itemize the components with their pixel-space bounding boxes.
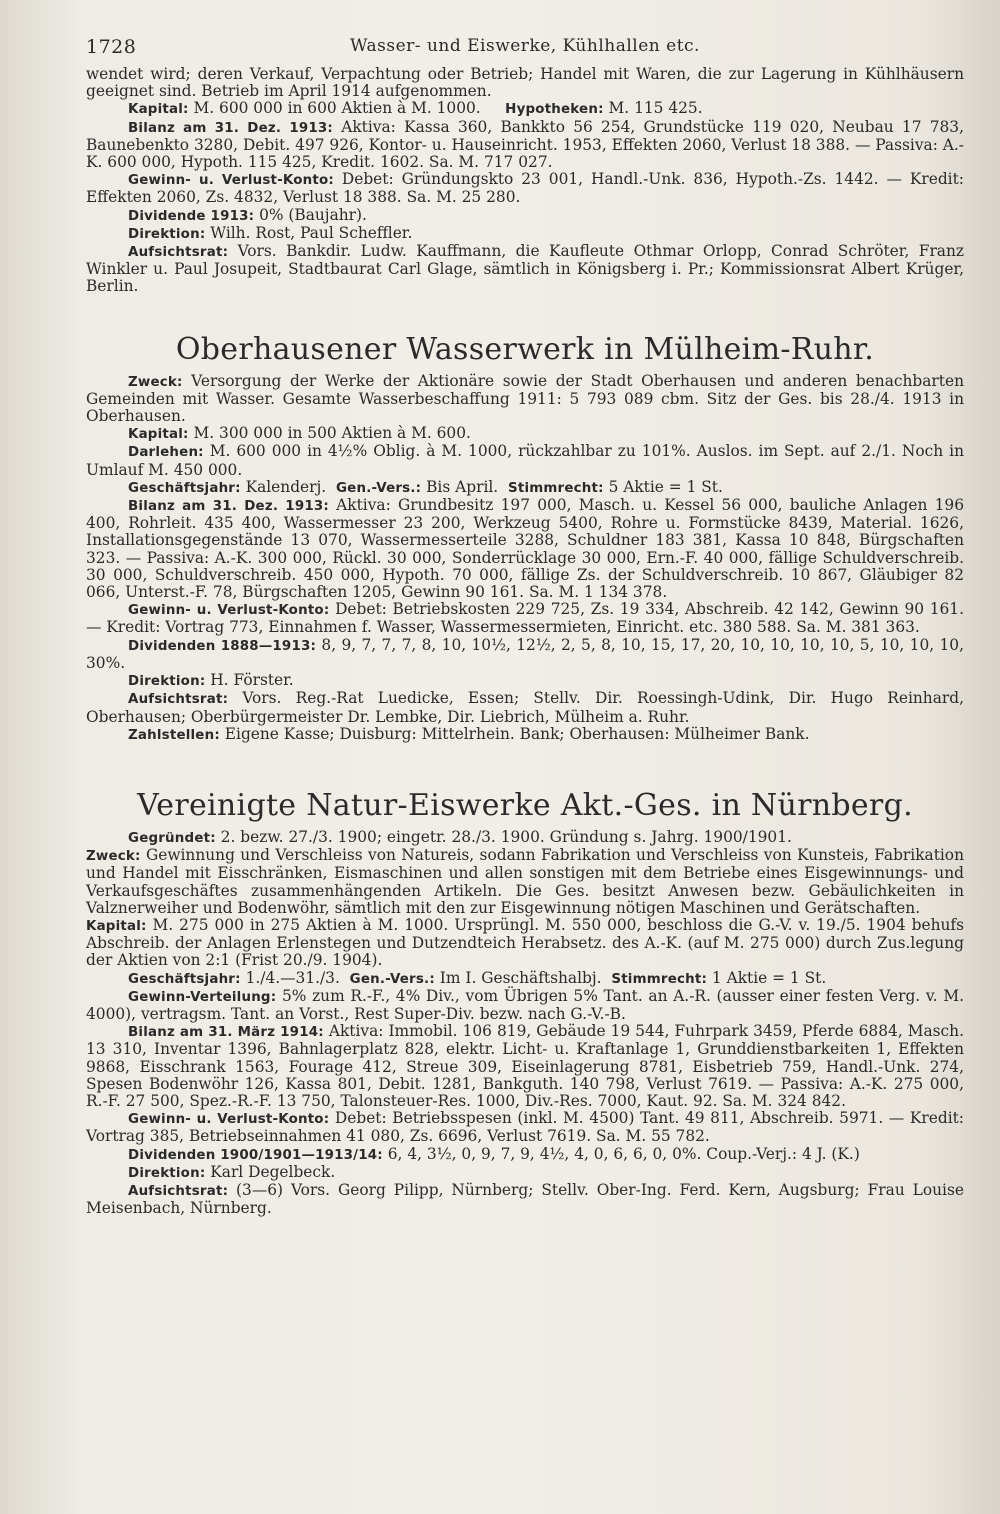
dividende-label: Dividende 1913: <box>128 208 255 224</box>
direktion-text: H. Förster. <box>210 671 294 690</box>
geschaeftsjahr-text: Kalenderj. <box>245 477 327 496</box>
kapital-entry <box>86 100 964 118</box>
bilanz-label: Bilanz am 31. März 1914: <box>128 1025 324 1041</box>
kapital-text: M. 275 000 in 275 Aktien à M. 1000. Ursprüngl. M. 550 000, beschloss die G.-V. v. 19./5. 1904 behufs Abschreib. der Anlagen Erlenstegen und Dutzendteich Herabsetz. des A.-K. (auf M. 275 000) durch Zus.legung der Aktien von 2:1 (Frist 20./9. 1904). <box>86 915 964 970</box>
gewinn-text: Debet: Gründungskto 23 001, Handl.-Unk. 836, Hypoth.-Zs. 1442. — Kredit: Effekten 2060, Zs. 4832, Verlust 18 388. Sa. M. 25 280. <box>86 170 964 207</box>
stimmrecht-text: 5 Aktie = 1 St. <box>608 477 723 496</box>
gewinn-label: Gewinn- u. Verlust-Konto: <box>128 1112 330 1128</box>
hypotheken-text: M. 115 425. <box>608 99 703 118</box>
running-head <box>86 26 964 66</box>
direktion-text: Wilh. Rost, Paul Scheffler. <box>210 223 413 242</box>
geschaeftsjahr-entry <box>86 479 964 497</box>
gewinn-verteilung-entry <box>86 988 964 1023</box>
direktion-entry <box>86 1164 964 1182</box>
company-entry-continued <box>86 66 964 296</box>
direktion-entry <box>86 672 964 690</box>
genvers-text: Bis April. <box>426 477 499 496</box>
page-number: 1728 <box>86 36 137 58</box>
darlehen-text: M. 600 000 in 4½% Oblig. à M. 1000, rückzahlbar zu 101%. Auslos. im Sept. auf 2./1. Noch in Umlauf M. 450 000. <box>86 442 964 479</box>
hypotheken-label: Hypotheken: <box>505 102 604 118</box>
company-title-nuernberg: Vereinigte Natur-Eiswerke Akt.-Ges. in Nürnberg. <box>137 787 913 823</box>
gewinn-label: Gewinn- u. Verlust-Konto: <box>128 603 330 619</box>
bilanz-text: Aktiva: Grundbesitz 197 000, Masch. u. Kessel 56 000, bauliche Anlagen 196 400, Rohrleit. 435 400, Wassermesser 23 200, Werkzeug 5400, Rohre u. Formstücke 8439, Material. 1626, Installationsgegenstände 13 070, Wassermesserteile 3288, Schuldner 183 381, Kassa 10 848, Bürgschaften 323. — Passiva: A.-K. 300 000, Rückl. 30 000, Sonderrücklage 30 000, Ern.-F. 40 000, fällige Schuldverschreib. 30 000, Schuldverschreib. 450 000, Hypoth. 70 000, fällige Zs. der Schuldverschreib. 10 867, Gläubiger 82 066, Unterst.-F. 78, Bürgschaften 1205, Gewinn 90 161. Sa. M. 1 134 378. <box>86 496 964 602</box>
zweck-text: Gewinnung und Verschleiss von Natureis, sodann Fabrikation und Verschleiss von Kunsteis, Fabrikation und Handel mit Eisschränken, Eismaschinen und allen sonstigen mit dem Betriebe eines Eisgewinnungs- und Verkaufsgeschäftes zusammenhängenden Artikeln. Die Ges. besitzt Anwesen bezw. Gebäulichkeiten in Valznerweiher und Bodenwöhr, sämtlich mit den zur Eisgewinnung nötigen Maschinen und Gerätschaften. <box>86 846 964 917</box>
bilanz-text: Aktiva: Kassa 360, Bankkto 56 254, Grundstücke 119 020, Neubau 17 783, Baunebenkto 3280, Debit. 497 926, Kontor- u. Hauseinricht. 1953, Effekten 2060, Verlust 18 388. — Passiva: A.-K. 600 000, Hypoth. 115 425, Kredit. 1602. Sa. M. 717 027. <box>86 117 964 172</box>
zahlstellen-text: Eigene Kasse; Duisburg: Mittelrhein. Bank; Oberhausen: Mülheimer Bank. <box>224 724 810 743</box>
aufsichtsrat-entry <box>86 243 964 296</box>
company-title-oberhausen: Oberhausener Wasserwerk in Mülheim-Ruhr. <box>175 331 875 367</box>
gegruendet-label: Gegründet: <box>128 830 216 846</box>
kapital-entry <box>86 917 964 970</box>
dividenden-label: Dividenden 1900/1901—1913/14: <box>128 1147 383 1163</box>
dividenden-label: Dividenden 1888—1913: <box>128 638 317 654</box>
company-entry-oberhausen <box>86 373 964 744</box>
direktion-label: Direktion: <box>128 1165 206 1181</box>
gewinn-text: Debet: Betriebsspesen (inkl. M. 4500) Tant. 49 811, Abschreib. 5971. — Kredit: Vortrag 385, Betriebseinnahmen 41 080, Zs. 6696, Verlust 7619. Sa. M. 55 782. <box>86 1109 964 1146</box>
zahlstellen-entry <box>86 726 964 744</box>
bilanz-text: Aktiva: Immobil. 106 819, Gebäude 19 544, Fuhrpark 3459, Pferde 6884, Masch. 13 310, Inventar 1396, Bahnlagerplatz 828, elektr. Licht- u. Kraftanlage 1, Grunddienstbarkeiten 1, Effekten 9868, Eisschrank 1563, Fourage 412, Streue 309, Eiseinlagerung 8781, Eisbetrieb 759, Handl.-Unk. 274, Spesen Bodenwöhr 126, Kassa 801, Debit. 1281, Bankguth. 140 798, Verlust 7619. — Passiva: A.-K. 275 000, R.-F. 27 500, Spez.-R.-F. 13 750, Talonsteuer-Res. 1000, Div.-Res. 7000, Kaut. 92. Sa. M. 324 842. <box>86 1022 964 1110</box>
gegruendet-text: 2. bezw. 27./3. 1900; eingetr. 28./3. 1900. Gründung s. Jahrg. 1900/1901. <box>220 827 792 846</box>
zweck-text: Versorgung der Werke der Aktionäre sowie der Stadt Oberhausen und anderen benachbarten Gemeinden mit Wasser. Gesamte Wasserbeschaffung 1911: 5 793 089 cbm. Sitz der Ges. bis 28./4. 1913 in Oberhausen. <box>86 371 964 426</box>
gewinn-text: Debet: Betriebskosten 229 725, Zs. 19 334, Abschreib. 42 142, Gewinn 90 161. — Kredit: Vortrag 773, Einnahmen f. Wasser, Wassermessermieten, Einricht. etc. 380 588. Sa. M. 381 363. <box>86 600 964 637</box>
gewinn-label: Gewinn- u. Verlust-Konto: <box>128 173 334 189</box>
dividende-text: 0% (Baujahr). <box>259 205 367 224</box>
gewinn-verteilung-label: Gewinn-Verteilung: <box>128 989 277 1005</box>
direktion-text: Karl Degelbeck. <box>210 1162 336 1181</box>
aufsichtsrat-text: Vors. Bankdir. Ludw. Kauffmann, die Kaufleute Othmar Orlopp, Conrad Schröter, Franz Winkler u. Paul Josupeit, Stadtbaurat Carl Glage, sämtlich in Königsberg i. Pr.; Kommissionsrat Albert Krüger, Berlin. <box>86 242 964 296</box>
aufsichtsrat-entry <box>86 1182 964 1217</box>
kapital-label: Kapital: <box>86 918 147 934</box>
geschaeftsjahr-entry <box>86 970 964 988</box>
stimmrecht-label: Stimmrecht: <box>611 971 707 987</box>
aufsichtsrat-label: Aufsichtsrat: <box>128 692 229 708</box>
genvers-text: Im I. Geschäftshalbj. <box>439 968 602 987</box>
genvers-label: Gen.-Vers.: <box>335 480 422 496</box>
stimmrecht-text: 1 Aktie = 1 St. <box>711 968 827 987</box>
kapital-label: Kapital: <box>128 102 189 118</box>
dividenden-text: 8, 9, 7, 7, 7, 8, 10, 10½, 12½, 2, 5, 8, 10, 15, 17, 20, 10, 10, 10, 10, 5, 10, 10, 10, 30%. <box>86 635 964 672</box>
zweck-entry <box>86 373 964 426</box>
gegruendet-entry <box>86 829 964 847</box>
zweck-text: wendet wird; deren Verkauf, Verpachtung oder Betrieb; Handel mit Waren, die zur Lagerung in Kühlhäusern geeignet sind. Betrieb im April 1914 aufgenommen. <box>86 65 964 101</box>
zweck-entry <box>86 847 964 917</box>
gewinn-entry <box>86 1110 964 1145</box>
bilanz-entry <box>86 1023 964 1110</box>
direktion-entry <box>86 225 964 243</box>
aufsichtsrat-text: (3—6) Vors. Georg Pilipp, Nürnberg; Stellv. Ober-Ing. Ferd. Kern, Augsburg; Frau Louise Meisenbach, Nürnberg. <box>86 1180 964 1218</box>
bilanz-label: Bilanz am 31. Dez. 1913: <box>128 499 329 515</box>
dividenden-entry <box>86 1146 964 1164</box>
stimmrecht-label: Stimmrecht: <box>508 480 604 496</box>
zahlstellen-label: Zahlstellen: <box>128 727 220 743</box>
aufsichtsrat-label: Aufsichtsrat: <box>128 1183 229 1199</box>
geschaeftsjahr-label: Geschäftsjahr: <box>128 971 241 987</box>
zweck-label: Zweck: <box>86 849 141 865</box>
geschaeftsjahr-label: Geschäftsjahr: <box>128 480 241 496</box>
kapital-label: Kapital: <box>128 427 189 443</box>
company-entry-nuernberg <box>86 829 964 1217</box>
bilanz-label: Bilanz am 31. Dez. 1913: <box>128 120 333 136</box>
aufsichtsrat-label: Aufsichtsrat: <box>128 245 229 261</box>
darlehen-label: Darlehen: <box>128 445 204 461</box>
kapital-text: M. 600 000 in 600 Aktien à M. 1000. <box>193 99 481 118</box>
direktion-label: Direktion: <box>128 674 206 690</box>
kapital-text: M. 300 000 in 500 Aktien à M. 600. <box>193 424 471 443</box>
direktion-label: Direktion: <box>128 226 206 242</box>
aufsichtsrat-entry <box>86 690 964 725</box>
running-head-title: Wasser- und Eiswerke, Kühlhallen etc. <box>350 36 700 56</box>
zweck-label: Zweck: <box>128 374 183 390</box>
kapital-entry <box>86 425 964 443</box>
dividende-entry <box>86 207 964 225</box>
aufsichtsrat-text: Vors. Reg.-Rat Luedicke, Essen; Stellv. Dir. Roessingh-Udink, Dir. Hugo Reinhard, Oberhausen; Oberbürgermeister Dr. Lembke, Dir. Liebrich, Mülheim a. Ruhr. <box>86 689 964 726</box>
zweck-continuation <box>86 66 964 100</box>
genvers-label: Gen.-Vers.: <box>349 971 435 987</box>
bilanz-entry <box>86 119 964 172</box>
dividenden-text: 6, 4, 3½, 0, 9, 7, 9, 4½, 4, 0, 6, 6, 0, 0%. Coup.-Verj.: 4 J. (K.) <box>387 1144 860 1163</box>
geschaeftsjahr-text: 1./4.—31./3. <box>245 968 340 987</box>
gewinn-verteilung-text: 5% zum R.-F., 4% Div., vom Übrigen 5% Tant. an A.-R. (ausser einer festen Verg. v. M. 4000), vertragsm. Tant. an Vorst., Rest Super-Div. bezw. nach G.-V.-B. <box>86 986 964 1023</box>
bilanz-entry <box>86 497 964 601</box>
dividenden-entry <box>86 637 964 672</box>
darlehen-entry <box>86 443 964 478</box>
gewinn-entry <box>86 171 964 206</box>
gewinn-entry <box>86 601 964 636</box>
